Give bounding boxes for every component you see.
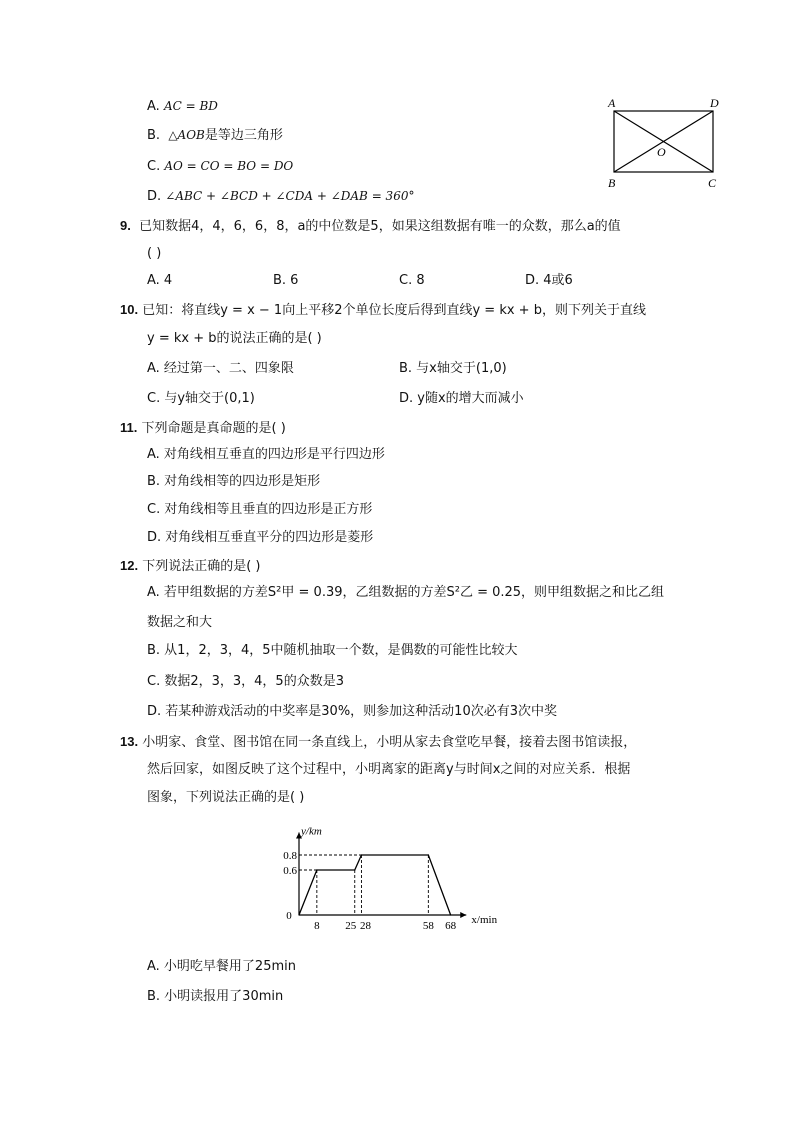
q11-stem: 11. 下列命题是真命题的是( )	[120, 420, 286, 436]
x-tick-label-1: 25	[345, 920, 357, 932]
q12-option-a-line2: 数据之和大	[147, 615, 213, 630]
x-tick-label-2: 28	[359, 920, 371, 932]
q9-paren: ( )	[147, 246, 162, 261]
q10-option-a: A. 经过第一、二、四象限	[147, 361, 294, 376]
y-axis-label: y/km	[301, 825, 322, 838]
q12-stem: 12. 下列说法正确的是( )	[120, 558, 261, 574]
q9-option-c: C. 8	[399, 273, 425, 288]
q9-option-a: A. 4	[147, 273, 173, 288]
q8-option-a-expr: AC = BD	[163, 99, 218, 113]
q12-option-b: B. 从1，2，3，4，5中随机抽取一个数，是偶数的可能性比较大	[147, 643, 518, 658]
x-axis-label: x/min	[471, 914, 498, 926]
q12-option-a-line1: A. 若甲组数据的方差S²甲 = 0.39，乙组数据的方差S²乙 = 0.25，则甲组数据之和比乙组	[147, 585, 665, 600]
vertex-b-label: B	[608, 176, 616, 190]
q8-option-c: C. AO = CO = BO = DO	[147, 159, 294, 174]
y-tick-label-0: 0.6	[283, 865, 297, 877]
data-point-1	[316, 869, 317, 870]
q13-stem-line3: 图象，下列说法正确的是( )	[147, 790, 305, 805]
x-tick-label-0: 8	[314, 920, 320, 932]
q10-stem-line2: y = kx + b的说法正确的是( )	[147, 331, 322, 346]
y-tick-label-1: 0.8	[283, 850, 297, 862]
q9-stem: 9. 已知数据4，4，6，6，8，a的中位数是5，如果这组数据有唯一的众数，那么a的值	[120, 218, 621, 234]
distance-time-chart	[270, 810, 530, 935]
q12-option-d: D. 若某种游戏活动的中奖率是30%，则参加这种活动10次必有3次中奖	[147, 704, 557, 719]
q9-option-d: D. 4或6	[525, 273, 573, 288]
q13-option-a: A. 小明吃早餐用了25min	[147, 959, 296, 974]
q13-stem-line2: 然后回家，如图反映了这个过程中，小明离家的距离y与时间x之间的对应关系．根据	[147, 762, 631, 777]
x-tick-label-3: 58	[422, 920, 434, 932]
q9-option-b: B. 6	[273, 273, 299, 288]
data-point-4	[428, 854, 429, 855]
q8-option-d: D. ∠ABC + ∠BCD + ∠CDA + ∠DAB = 360°	[147, 189, 415, 204]
q10-option-c: C. 与y轴交于(0,1)	[147, 391, 255, 406]
vertex-d-label: D	[710, 96, 719, 110]
q11-option-b: B. 对角线相等的四边形是矩形	[147, 474, 321, 489]
x-tick-label-4: 68	[445, 920, 457, 932]
q10-option-d: D. y随x的增大而减小	[399, 391, 524, 406]
q12-option-c: C. 数据2，3，3，4，5的众数是3	[147, 674, 344, 689]
data-point-0	[298, 914, 299, 915]
data-point-2	[354, 869, 355, 870]
data-point-5	[450, 914, 451, 915]
q11-option-a: A. 对角线相互垂直的四边形是平行四边形	[147, 447, 385, 462]
center-o-label: O	[657, 145, 666, 159]
q11-option-c: C. 对角线相等且垂直的四边形是正方形	[147, 502, 373, 517]
vertex-c-label: C	[708, 176, 717, 190]
q13-option-b: B. 小明读报用了30min	[147, 989, 284, 1004]
q10-option-b: B. 与x轴交于(1,0)	[399, 361, 507, 376]
rectangle-figure	[600, 94, 730, 194]
q11-option-d: D. 对角线相互垂直平分的四边形是菱形	[147, 530, 374, 545]
q8-option-b: B. △AOB是等边三角形	[147, 128, 283, 143]
q8-option-a: A. AC = BD	[147, 99, 218, 114]
x-axis-arrow	[460, 912, 466, 918]
vertex-a-label: A	[608, 96, 616, 110]
q13-stem-line1: 13. 小明家、食堂、图书馆在同一条直线上，小明从家去食堂吃早餐，接着去图书馆读报，	[120, 734, 637, 750]
origin-label: 0	[286, 910, 292, 922]
q10-stem-line1: 10. 已知：将直线y = x − 1向上平移2个单位长度后得到直线y = kx + b，则下列关于直线	[120, 302, 646, 318]
data-point-3	[361, 854, 362, 855]
